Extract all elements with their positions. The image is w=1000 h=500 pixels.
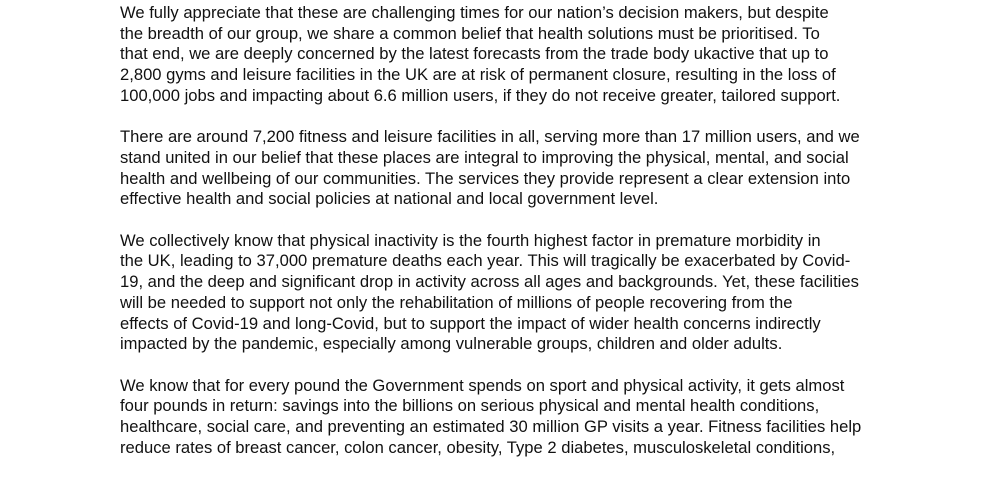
- paragraph-line: stand united in our belief that these places are integral to improving the physical, mental, and social: [120, 147, 849, 167]
- paragraph-line: effects of Covid-19 and long-Covid, but to support the impact of wider health concerns indirectly: [120, 313, 821, 333]
- paragraph-1: [120, 3, 880, 107]
- paragraph-line: will be needed to support not only the rehabilitation of millions of people recovering from the: [120, 292, 793, 312]
- paragraph-line: 100,000 jobs and impacting about 6.6 million users, if they do not receive greater, tailored support.: [120, 85, 841, 105]
- paragraph-line: the UK, leading to 37,000 premature deaths each year. This will tragically be exacerbated by Covid-: [120, 251, 851, 271]
- paragraph-3: [120, 231, 880, 355]
- paragraph-line: effective health and social policies at national and local government level.: [120, 189, 659, 209]
- letter-body: [120, 3, 880, 479]
- paragraph-line: reduce rates of breast cancer, colon cancer, obesity, Type 2 diabetes, musculoskeletal conditions,: [120, 437, 836, 457]
- paragraph-line: We collectively know that physical inactivity is the fourth highest factor in premature morbidity in: [120, 230, 821, 250]
- paragraph-line: impacted by the pandemic, especially among vulnerable groups, children and older adults.: [120, 334, 783, 354]
- paragraph-line: four pounds in return: savings into the billions on serious physical and mental health conditions,: [120, 396, 820, 416]
- paragraph-line: We fully appreciate that these are challenging times for our nation’s decision makers, but despite: [120, 3, 829, 22]
- paragraph-line: that end, we are deeply concerned by the latest forecasts from the trade body ukactive that up to: [120, 44, 829, 64]
- paragraph-line: There are around 7,200 fitness and leisure facilities in all, serving more than 17 million users, and we: [120, 127, 860, 147]
- paragraph-line: We know that for every pound the Government spends on sport and physical activity, it gets almost: [120, 375, 845, 395]
- paragraph-line: 19, and the deep and significant drop in activity across all ages and backgrounds. Yet, these facilities: [120, 272, 859, 292]
- paragraph-4: [120, 376, 880, 459]
- paragraph-2: [120, 127, 880, 210]
- paragraph-line: health and wellbeing of our communities. The services they provide represent a clear extension into: [120, 168, 851, 188]
- paragraph-line: healthcare, social care, and preventing an estimated 30 million GP visits a year. Fitness facilities help: [120, 417, 862, 437]
- paragraph-line: the breadth of our group, we share a common belief that health solutions must be prioritised. To: [120, 23, 820, 43]
- paragraph-line: 2,800 gyms and leisure facilities in the UK are at risk of permanent closure, resulting in the loss of: [120, 65, 836, 85]
